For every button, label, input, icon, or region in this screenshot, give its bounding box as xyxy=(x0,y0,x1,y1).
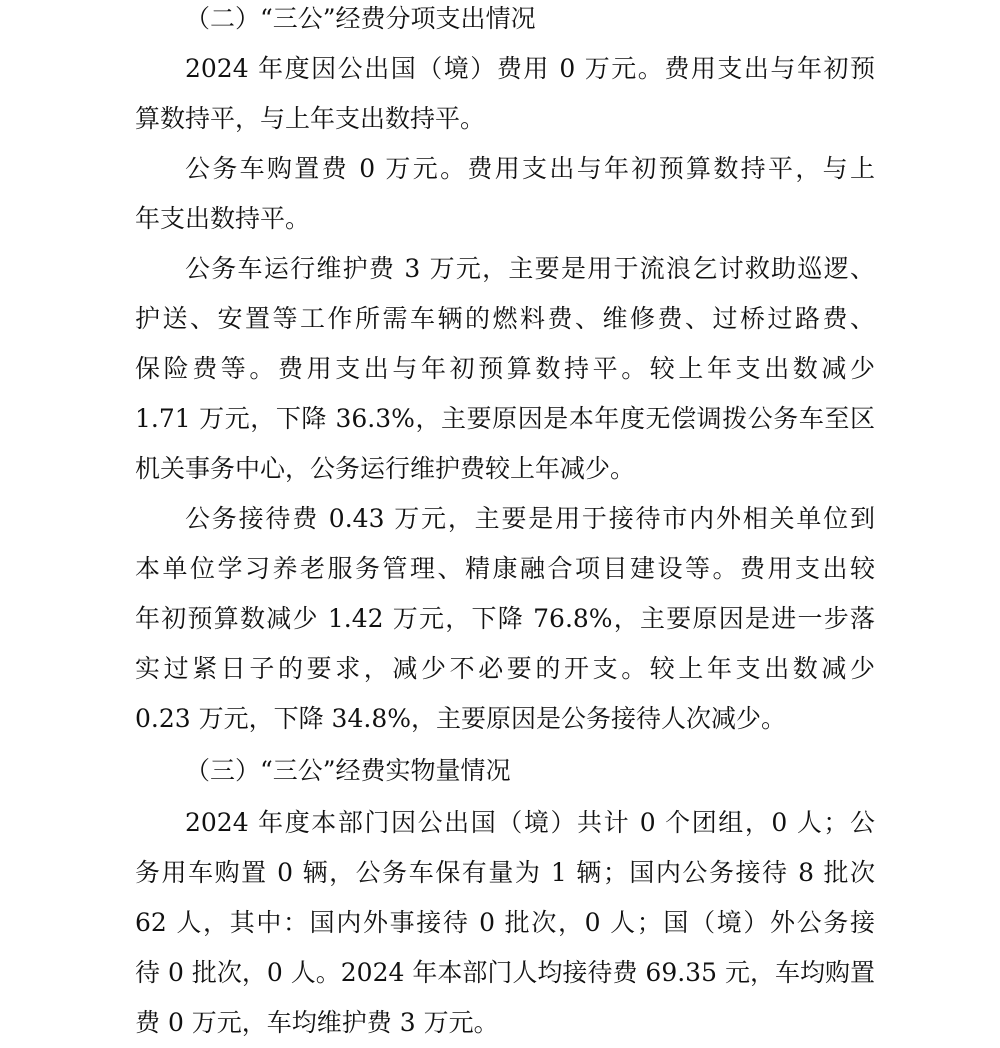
vehicle-operation-paragraph-line: 护送、安置等工作所需车辆的燃料费、维修费、过桥过路费、 xyxy=(135,304,875,333)
reception-paragraph-line: 实过紧日子的要求，减少不必要的开支。较上年支出数减少 xyxy=(135,654,875,683)
physical-quantity-paragraph-line: 62 人，其中：国内外事接待 0 批次，0 人；国（境）外公务接 xyxy=(135,908,875,937)
vehicle-operation-paragraph-line: 公务车运行维护费 3 万元，主要是用于流浪乞讨救助巡逻、 xyxy=(185,254,875,283)
vehicle-operation-paragraph-line: 1.71 万元，下降 36.3%，主要原因是本年度无偿调拨公务车至区 xyxy=(135,404,875,433)
section-two-heading: （二）“三公”经费分项支出情况 xyxy=(185,4,536,33)
reception-paragraph-line: 年初预算数减少 1.42 万元，下降 76.8%，主要原因是进一步落 xyxy=(135,604,875,633)
reception-paragraph-line: 公务接待费 0.43 万元，主要是用于接待市内外相关单位到 xyxy=(185,504,875,533)
overseas-paragraph-line: 2024 年度因公出国（境）费用 0 万元。费用支出与年初预 xyxy=(185,54,875,83)
vehicle-purchase-paragraph-line: 公务车购置费 0 万元。费用支出与年初预算数持平，与上 xyxy=(185,154,875,183)
vehicle-operation-paragraph-line: 保险费等。费用支出与年初预算数持平。较上年支出数减少 xyxy=(135,354,875,383)
physical-quantity-paragraph-line: 2024 年度本部门因公出国（境）共计 0 个团组，0 人；公 xyxy=(185,808,875,837)
overseas-paragraph-line: 算数持平，与上年支出数持平。 xyxy=(135,104,486,133)
vehicle-purchase-paragraph-line: 年支出数持平。 xyxy=(135,204,311,233)
physical-quantity-paragraph-line: 务用车购置 0 辆，公务车保有量为 1 辆；国内公务接待 8 批次 xyxy=(135,858,875,887)
physical-quantity-paragraph-line: 费 0 万元，车均维护费 3 万元。 xyxy=(135,1008,499,1037)
reception-paragraph-line: 本单位学习养老服务管理、精康融合项目建设等。费用支出较 xyxy=(135,554,875,583)
vehicle-operation-paragraph-line: 机关事务中心，公务运行维护费较上年减少。 xyxy=(135,454,636,483)
physical-quantity-paragraph-line: 待 0 批次，0 人。2024 年本部门人均接待费 69.35 元，车均购置 xyxy=(135,958,875,987)
reception-paragraph-line: 0.23 万元，下降 34.8%，主要原因是公务接待人次减少。 xyxy=(135,704,786,733)
section-three-heading: （三）“三公”经费实物量情况 xyxy=(185,756,511,785)
